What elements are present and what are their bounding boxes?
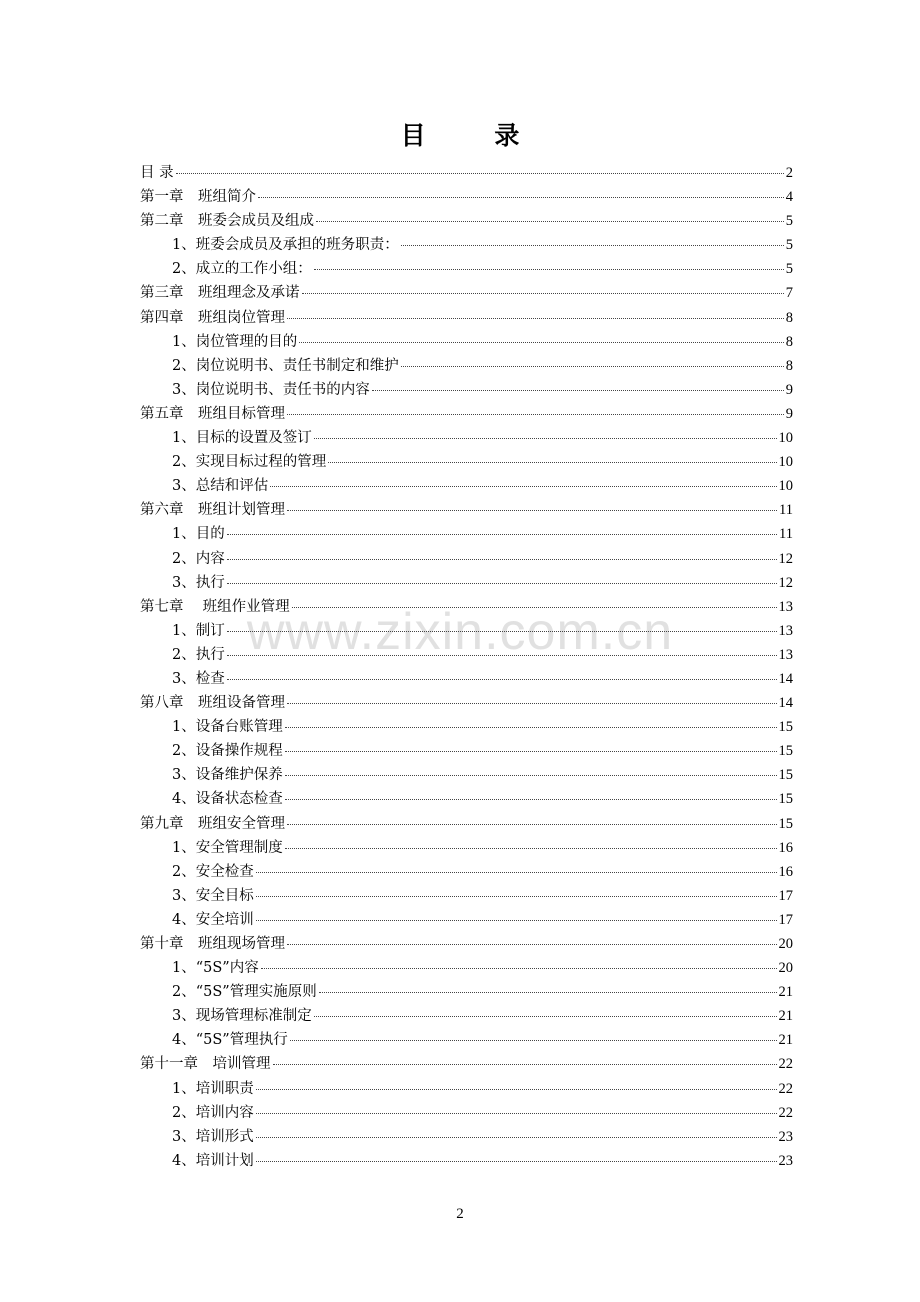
toc-entry-label: 1、目标的设置及签订 bbox=[172, 430, 312, 447]
toc-entry-page: 15 bbox=[778, 719, 793, 736]
toc-subsection-entry[interactable] bbox=[140, 956, 793, 980]
toc-subsection-entry[interactable] bbox=[140, 643, 793, 667]
toc-subsection-entry[interactable] bbox=[140, 233, 793, 257]
dot-leader bbox=[287, 318, 784, 319]
toc-entry-label: 第一章 班组简介 bbox=[140, 189, 256, 206]
toc-subsection-entry[interactable] bbox=[140, 378, 793, 402]
toc-subsection-entry[interactable] bbox=[140, 860, 793, 884]
toc-subsection-entry[interactable] bbox=[140, 1028, 793, 1052]
toc-chapter-entry[interactable] bbox=[140, 498, 793, 522]
toc-subsection-entry[interactable] bbox=[140, 522, 793, 546]
toc-entry-label: 2、安全检查 bbox=[172, 863, 254, 880]
toc-entry-label: 2、成立的工作小组： bbox=[172, 261, 312, 278]
toc-entry-page: 17 bbox=[778, 887, 793, 904]
toc-title: 目 录 bbox=[400, 121, 550, 150]
toc-subsection-entry[interactable] bbox=[140, 980, 793, 1004]
toc-entry-label: 第四章 班组岗位管理 bbox=[140, 309, 285, 326]
dot-leader bbox=[256, 920, 777, 921]
toc-entry-label: 4、设备状态检查 bbox=[172, 791, 283, 808]
watermark: www.zixin.com.cn bbox=[246, 603, 674, 661]
dot-leader bbox=[256, 1113, 777, 1114]
toc-entry-label: 目 录 bbox=[140, 165, 174, 181]
toc-subsection-entry[interactable] bbox=[140, 547, 793, 571]
toc-entry-label: 3、执行 bbox=[172, 574, 225, 591]
table-of-contents bbox=[140, 161, 793, 1173]
toc-entry-page: 10 bbox=[778, 478, 793, 495]
dot-leader bbox=[372, 390, 784, 391]
toc-entry-label: 2、“5S”管理实施原则 bbox=[172, 984, 317, 1001]
toc-subsection-entry[interactable] bbox=[140, 1149, 793, 1173]
toc-entry-page: 8 bbox=[785, 309, 793, 326]
toc-entry-page: 12 bbox=[778, 550, 793, 567]
toc-entry-page: 22 bbox=[778, 1080, 793, 1097]
toc-entry-page: 23 bbox=[778, 1152, 793, 1169]
dot-leader bbox=[256, 1137, 777, 1138]
toc-entry-label: 3、设备维护保养 bbox=[172, 767, 283, 784]
toc-entry-page: 22 bbox=[778, 1104, 793, 1121]
toc-entry-label: 1、班委会成员及承担的班务职责： bbox=[172, 237, 399, 254]
dot-leader bbox=[227, 534, 777, 535]
toc-entry-page: 15 bbox=[778, 743, 793, 760]
toc-chapter-entry[interactable] bbox=[140, 691, 793, 715]
toc-entry-label: 2、岗位说明书、责任书制定和维护 bbox=[172, 357, 399, 374]
dot-leader bbox=[287, 414, 784, 415]
toc-entry-label: 3、安全目标 bbox=[172, 887, 254, 904]
dot-leader bbox=[314, 1016, 777, 1017]
dot-leader bbox=[328, 462, 776, 463]
toc-entry-page: 2 bbox=[785, 165, 793, 181]
toc-subsection-entry[interactable] bbox=[140, 354, 793, 378]
toc-entry-page: 7 bbox=[785, 285, 793, 302]
dot-leader bbox=[285, 775, 777, 776]
toc-entry-page: 15 bbox=[778, 815, 793, 832]
dot-leader bbox=[256, 1161, 777, 1162]
dot-leader bbox=[314, 269, 784, 270]
toc-subsection-entry[interactable] bbox=[140, 1004, 793, 1028]
toc-entry-page: 4 bbox=[785, 189, 793, 206]
toc-entry-label: 1、制订 bbox=[172, 622, 225, 639]
dot-leader bbox=[319, 992, 777, 993]
dot-leader bbox=[256, 896, 777, 897]
toc-entry-page: 11 bbox=[779, 526, 793, 543]
toc-entry-page: 23 bbox=[778, 1128, 793, 1145]
toc-entry-page: 21 bbox=[778, 984, 793, 1001]
toc-entry-label: 1、目的 bbox=[172, 526, 225, 543]
dot-leader bbox=[227, 583, 777, 584]
toc-entry-page: 17 bbox=[778, 911, 793, 928]
toc-subsection-entry[interactable] bbox=[140, 257, 793, 281]
toc-subsection-entry[interactable] bbox=[140, 836, 793, 860]
toc-entry-label: 1、安全管理制度 bbox=[172, 839, 283, 856]
toc-entry-page: 21 bbox=[778, 1008, 793, 1025]
dot-leader bbox=[314, 438, 777, 439]
toc-entry-page: 16 bbox=[778, 863, 793, 880]
toc-entry-label: 3、现场管理标准制定 bbox=[172, 1008, 312, 1025]
toc-entry-label: 第三章 班组理念及承诺 bbox=[140, 285, 300, 302]
toc-entry-label: 第十一章 培训管理 bbox=[140, 1056, 271, 1073]
toc-entry-page: 8 bbox=[785, 333, 793, 350]
toc-subsection-entry[interactable] bbox=[140, 667, 793, 691]
toc-entry-label: 第十章 班组现场管理 bbox=[140, 936, 285, 952]
toc-entry-page: 14 bbox=[778, 670, 793, 687]
toc-entry-label: 第二章 班委会成员及组成 bbox=[140, 213, 314, 230]
toc-entry-page: 5 bbox=[785, 237, 793, 254]
dot-leader bbox=[287, 703, 777, 704]
toc-subsection-entry[interactable] bbox=[140, 908, 793, 932]
dot-leader bbox=[256, 872, 777, 873]
toc-entry-label: 3、培训形式 bbox=[172, 1128, 254, 1145]
dot-leader bbox=[285, 751, 777, 752]
toc-entry-label: 4、“5S”管理执行 bbox=[172, 1032, 288, 1049]
toc-chapter-entry[interactable] bbox=[140, 209, 793, 233]
toc-chapter-entry[interactable] bbox=[140, 306, 793, 330]
toc-entry-label: 3、检查 bbox=[172, 670, 225, 687]
toc-entry-label: 第九章 班组安全管理 bbox=[140, 815, 285, 832]
toc-subsection-entry[interactable] bbox=[140, 1125, 793, 1149]
toc-entry-label: 2、设备操作规程 bbox=[172, 743, 283, 760]
toc-subsection-entry[interactable] bbox=[140, 426, 793, 450]
toc-entry-page: 20 bbox=[778, 936, 793, 952]
toc-entry-label: 1、“5S”内容 bbox=[172, 960, 259, 977]
toc-subsection-entry[interactable] bbox=[140, 763, 793, 787]
toc-entry-label: 4、培训计划 bbox=[172, 1152, 254, 1169]
dot-leader bbox=[270, 486, 776, 487]
toc-entry-label: 第八章 班组设备管理 bbox=[140, 695, 285, 712]
dot-leader bbox=[290, 1040, 777, 1041]
toc-entry-label: 3、总结和评估 bbox=[172, 478, 269, 495]
toc-entry-label: 1、培训职责 bbox=[172, 1080, 254, 1097]
toc-entry-page: 16 bbox=[778, 839, 793, 856]
toc-entry-page: 20 bbox=[778, 960, 793, 977]
toc-subsection-entry[interactable] bbox=[140, 739, 793, 763]
toc-subsection-entry[interactable] bbox=[140, 715, 793, 739]
dot-leader bbox=[285, 799, 777, 800]
toc-entry-label: 2、执行 bbox=[172, 646, 225, 663]
toc-chapter-entry[interactable] bbox=[140, 185, 793, 209]
toc-entry-label: 3、岗位说明书、责任书的内容 bbox=[172, 381, 370, 398]
toc-entry-label: 4、安全培训 bbox=[172, 911, 254, 928]
dot-leader bbox=[258, 197, 784, 198]
dot-leader bbox=[227, 631, 777, 632]
dot-leader bbox=[227, 655, 777, 656]
toc-entry-page: 13 bbox=[778, 622, 793, 639]
dot-leader bbox=[292, 607, 777, 608]
toc-entry-page: 12 bbox=[778, 574, 793, 591]
toc-entry-page: 8 bbox=[785, 357, 793, 374]
toc-subsection-entry[interactable] bbox=[140, 619, 793, 643]
dot-leader bbox=[287, 944, 777, 945]
toc-entry-page: 10 bbox=[778, 430, 793, 447]
toc-subsection-entry[interactable] bbox=[140, 1101, 793, 1125]
dot-leader bbox=[176, 173, 784, 174]
dot-leader bbox=[285, 848, 777, 849]
toc-entry-page: 5 bbox=[785, 213, 793, 230]
dot-leader bbox=[302, 293, 784, 294]
dot-leader bbox=[261, 968, 777, 969]
toc-chapter-entry[interactable] bbox=[140, 281, 793, 305]
toc-chapter-entry[interactable] bbox=[140, 595, 793, 619]
dot-leader bbox=[285, 727, 777, 728]
dot-leader bbox=[287, 510, 777, 511]
toc-entry-label: 第五章 班组目标管理 bbox=[140, 405, 285, 422]
toc-subsection-entry[interactable] bbox=[140, 450, 793, 474]
dot-leader bbox=[256, 1089, 777, 1090]
toc-entry-page: 9 bbox=[785, 381, 793, 398]
dot-leader bbox=[299, 342, 784, 343]
toc-entry-page: 15 bbox=[778, 791, 793, 808]
dot-leader bbox=[401, 245, 784, 246]
dot-leader bbox=[287, 824, 777, 825]
toc-subsection-entry[interactable] bbox=[140, 787, 793, 811]
toc-chapter-entry[interactable] bbox=[140, 161, 793, 185]
toc-subsection-entry[interactable] bbox=[140, 1077, 793, 1101]
toc-entry-label: 2、实现目标过程的管理 bbox=[172, 454, 327, 471]
toc-entry-page: 13 bbox=[778, 646, 793, 663]
toc-entry-page: 5 bbox=[785, 261, 793, 278]
toc-chapter-entry[interactable] bbox=[140, 932, 793, 956]
dot-leader bbox=[401, 366, 784, 367]
toc-entry-page: 10 bbox=[778, 454, 793, 471]
toc-entry-label: 2、内容 bbox=[172, 550, 225, 567]
toc-subsection-entry[interactable] bbox=[140, 571, 793, 595]
toc-entry-page: 13 bbox=[778, 598, 793, 615]
toc-entry-label: 2、培训内容 bbox=[172, 1104, 254, 1121]
toc-entry-page: 15 bbox=[778, 767, 793, 784]
toc-chapter-entry[interactable] bbox=[140, 1052, 793, 1076]
toc-entry-page: 9 bbox=[785, 405, 793, 422]
dot-leader bbox=[227, 679, 777, 680]
toc-entry-label: 1、设备台账管理 bbox=[172, 719, 283, 736]
dot-leader bbox=[273, 1064, 777, 1065]
dot-leader bbox=[316, 221, 784, 222]
toc-entry-label: 第七章 班组作业管理 bbox=[140, 598, 290, 615]
dot-leader bbox=[227, 559, 777, 560]
toc-chapter-entry[interactable] bbox=[140, 402, 793, 426]
toc-subsection-entry[interactable] bbox=[140, 884, 793, 908]
page-number: 2 bbox=[456, 1206, 464, 1222]
toc-entry-page: 11 bbox=[779, 502, 793, 519]
toc-subsection-entry[interactable] bbox=[140, 474, 793, 498]
toc-entry-label: 第六章 班组计划管理 bbox=[140, 502, 285, 519]
toc-entry-page: 21 bbox=[778, 1032, 793, 1049]
toc-entry-page: 22 bbox=[778, 1056, 793, 1073]
toc-chapter-entry[interactable] bbox=[140, 812, 793, 836]
toc-entry-label: 1、岗位管理的目的 bbox=[172, 333, 298, 350]
toc-subsection-entry[interactable] bbox=[140, 330, 793, 354]
toc-entry-page: 14 bbox=[778, 695, 793, 712]
